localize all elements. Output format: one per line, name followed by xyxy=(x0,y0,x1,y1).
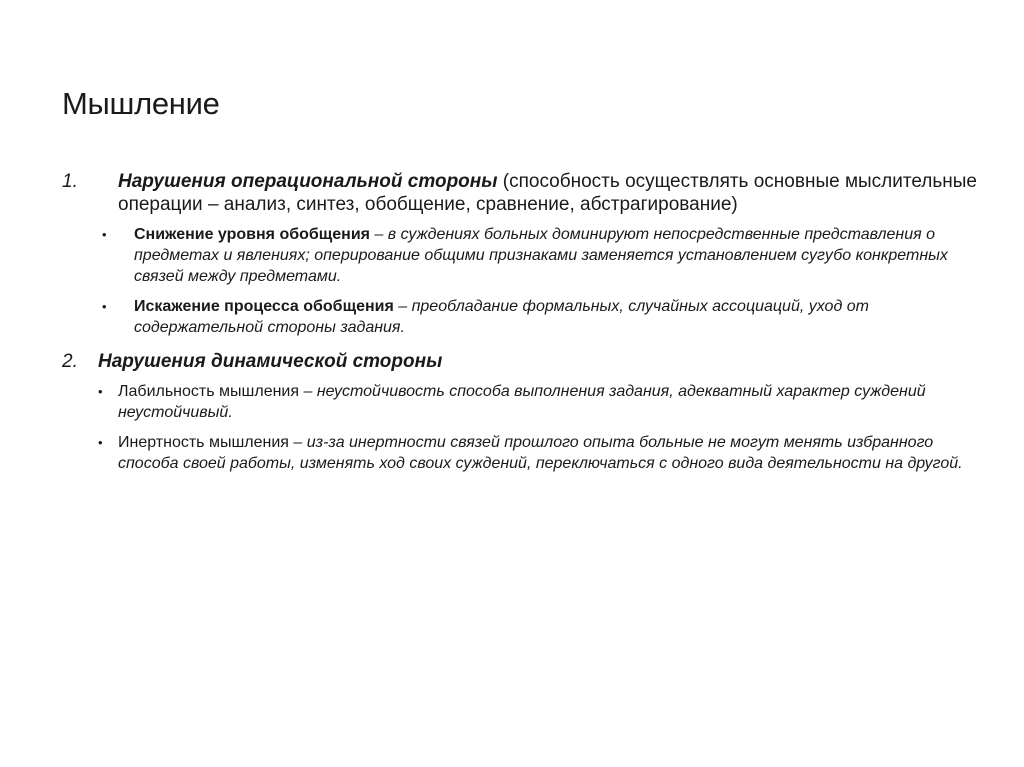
sub-item-dash: – xyxy=(299,383,317,400)
sub-item-description: преобладание формальных, случайных ассоциаций, уход от содержательной стороны задания. xyxy=(134,298,869,336)
slide-title: Мышление xyxy=(62,86,220,121)
bullet-icon: • xyxy=(98,384,103,399)
sub-item-term: Лабильность мышления xyxy=(118,383,300,400)
sub-item-description: в суждениях больных доминируют непосредственные представления о предметах и явлениях; оперирование общими признаками заменяется установлением сугубо конкретных связей между предметами. xyxy=(134,226,948,285)
item-heading: Нарушения операциональной стороны xyxy=(118,171,498,192)
bullet-icon: • xyxy=(102,299,107,314)
sub-item-text xyxy=(134,296,982,338)
item-heading: Нарушения динамической стороны xyxy=(98,351,443,372)
sub-item-lability xyxy=(98,381,982,423)
bullet-icon: • xyxy=(98,435,103,450)
sub-item-distorted-generalization xyxy=(102,296,982,338)
sub-item-dash: – xyxy=(288,434,307,451)
sub-item-description: из-за инертности связей прошлого опыта больные не могут менять избранного способа своей работы, изменять ход своих суждений, переключаться с одного вида деятельности на другой. xyxy=(118,434,963,472)
sub-item-dash: – xyxy=(370,226,388,243)
sub-item-term: Инертность мышления xyxy=(118,434,289,451)
sub-item-text xyxy=(118,432,982,474)
bullet-icon: • xyxy=(102,227,107,242)
sub-item-text xyxy=(134,224,982,287)
item-text xyxy=(98,350,982,373)
item-number: 1. xyxy=(62,171,78,192)
list-item-operational xyxy=(62,170,982,216)
sub-item-term: Искажение процесса обобщения xyxy=(134,298,394,315)
sub-item-dash: – xyxy=(393,298,412,315)
slide-content xyxy=(62,170,982,474)
sub-item-term: Снижение уровня обобщения xyxy=(134,226,370,243)
sub-item-inertia xyxy=(98,432,982,474)
item-number: 2. xyxy=(62,351,78,372)
item-text xyxy=(118,170,982,216)
list-item-dynamic xyxy=(62,350,982,373)
sub-item-description: неустойчивость способа выполнения задания, адекватный характер суждений неустойчивый. xyxy=(118,383,926,421)
item-description: (способность осуществлять основные мыслительные операции – анализ, синтез, обобщение, сравнение, абстрагирование) xyxy=(118,171,977,215)
sub-item-reduced-generalization xyxy=(102,224,982,287)
sub-item-text xyxy=(118,381,982,423)
